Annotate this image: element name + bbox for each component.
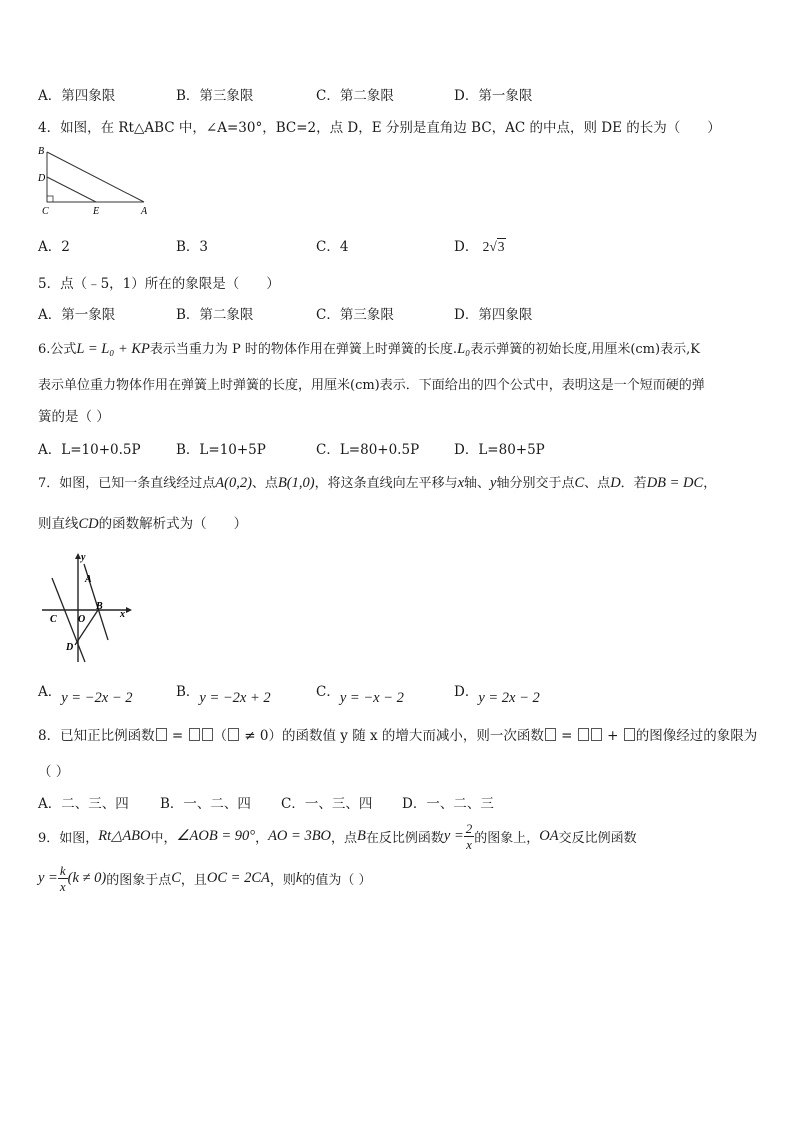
q6-formula: L = L₀ + KP bbox=[76, 341, 150, 357]
q6-line-1: 6.公式L = L₀ + KP表示当重力为 P 时的物体作用在弹簧上时弹簧的长度.L₀表示弹簧的初始长度,用厘米(cm)表示,K bbox=[38, 341, 700, 357]
q5-option-a: A．第一象限 bbox=[38, 307, 116, 323]
q7-label-y: y bbox=[81, 552, 86, 563]
q7-label-b: B bbox=[96, 601, 103, 612]
q5-option-d: D．第四象限 bbox=[454, 307, 533, 323]
q5-stem: 5．点（﹣5，1）所在的象限是（ ） bbox=[38, 276, 280, 292]
missing-glyph-icon bbox=[591, 728, 602, 741]
q7-line-2: 则直线CD的函数解析式为（ ） bbox=[38, 516, 248, 532]
q4-option-d: D． 2√3 bbox=[454, 239, 505, 255]
missing-glyph-icon bbox=[189, 728, 200, 741]
q8-option-d: D．一、二、三 bbox=[402, 796, 494, 812]
q6-line-2: 表示单位重力物体作用在弹簧上时弹簧的长度，用厘米(cm)表示．下面给出的四个公式中，表明这是一个短而硬的弹 bbox=[38, 378, 705, 393]
q3-option-a: A．第四象限 bbox=[38, 88, 116, 104]
q7-option-d: D．y = 2x − 2 bbox=[454, 684, 540, 706]
missing-glyph-icon bbox=[545, 728, 556, 741]
q6-option-c: C．L=80+0.5P bbox=[316, 442, 420, 458]
q6-option-b: B．L=10+5P bbox=[176, 442, 266, 458]
q4-label-c: C bbox=[42, 206, 49, 217]
q7-label-o: O bbox=[78, 614, 86, 625]
q4-triangle-figure bbox=[34, 144, 154, 218]
q9-line-1: 9．如图， Rt△ABO 中， ∠AOB = 90° ， AO = 3BO ，点 B 在反比例函数 y = $\frac{2}{x}$ 的图象上， OA 交反比例函数 bbox=[38, 820, 637, 852]
q8-option-b: B．一、二、四 bbox=[160, 796, 251, 812]
q9-fraction-2-over-x: $\frac{2}{x}$ bbox=[465, 820, 473, 852]
q9-fraction-k-over-x: $\frac{k}{x}$ bbox=[59, 862, 66, 894]
q4-label-d: D bbox=[38, 173, 46, 184]
missing-glyph-icon bbox=[228, 728, 239, 741]
q7-label-a: A bbox=[85, 574, 92, 585]
q7-label-c: C bbox=[50, 614, 57, 625]
q4-label-b: B bbox=[38, 146, 45, 157]
missing-glyph-icon bbox=[624, 728, 635, 741]
q4-stem: 4．如图，在 Rt△ABC 中，∠A=30°，BC=2，点 D，E 分别是直角边 BC，AC 的中点，则 DE 的长为（ ） bbox=[38, 120, 721, 136]
missing-glyph-icon bbox=[156, 728, 167, 741]
q4-option-c: C．4 bbox=[316, 239, 349, 255]
q6-option-d: D．L=80+5P bbox=[454, 442, 545, 458]
q7-label-x: x bbox=[120, 609, 125, 620]
q3-option-b: B．第三象限 bbox=[176, 88, 254, 104]
q3-option-c: C．第二象限 bbox=[316, 88, 394, 104]
q7-option-a: A．y = −2x − 2 bbox=[38, 684, 133, 706]
q7-label-d: D bbox=[66, 642, 74, 653]
q5-option-b: B．第二象限 bbox=[176, 307, 254, 323]
q4-option-a: A．2 bbox=[38, 239, 70, 255]
missing-glyph-icon bbox=[202, 728, 213, 741]
q8-option-c: C．一、三、四 bbox=[281, 796, 373, 812]
q5-option-c: C．第三象限 bbox=[316, 307, 394, 323]
q9-line-2: y = $\frac{k}{x}$ (k ≠ 0) 的图象于点 C ，且 OC = 2CA ，则 k 的值为（ ） bbox=[38, 862, 372, 894]
q7-option-c: C．y = −x − 2 bbox=[316, 684, 404, 706]
q3-option-d: D．第一象限 bbox=[454, 88, 533, 104]
q8-line-1: 8．已知正比例函数 = （ ≠ 0）的函数值 y 随 x 的增大而减小，则一次函数 = + 的图像经过的象限为 bbox=[38, 728, 758, 744]
q8-option-a: A．二、三、四 bbox=[38, 796, 129, 812]
q7-coordinate-figure bbox=[40, 550, 132, 666]
missing-glyph-icon bbox=[578, 728, 589, 741]
q4-option-b: B．3 bbox=[176, 239, 209, 255]
q6-line-3: 簧的是（ ） bbox=[38, 409, 110, 425]
q4-option-d-math: 2√3 bbox=[482, 239, 505, 254]
q7-option-b: B．y = −2x + 2 bbox=[176, 684, 271, 706]
q8-line-2: （ ） bbox=[38, 764, 70, 780]
q6-option-a: A．L=10+0.5P bbox=[38, 442, 141, 458]
q7-line-1: 7．如图，已知一条直线经过点A(0,2)、点B(1,0)，将这条直线向左平移与x轴、y轴分别交于点C、点D．若DB = DC， bbox=[38, 475, 717, 491]
q4-label-a: A bbox=[141, 206, 148, 217]
q4-label-e: E bbox=[93, 206, 100, 217]
